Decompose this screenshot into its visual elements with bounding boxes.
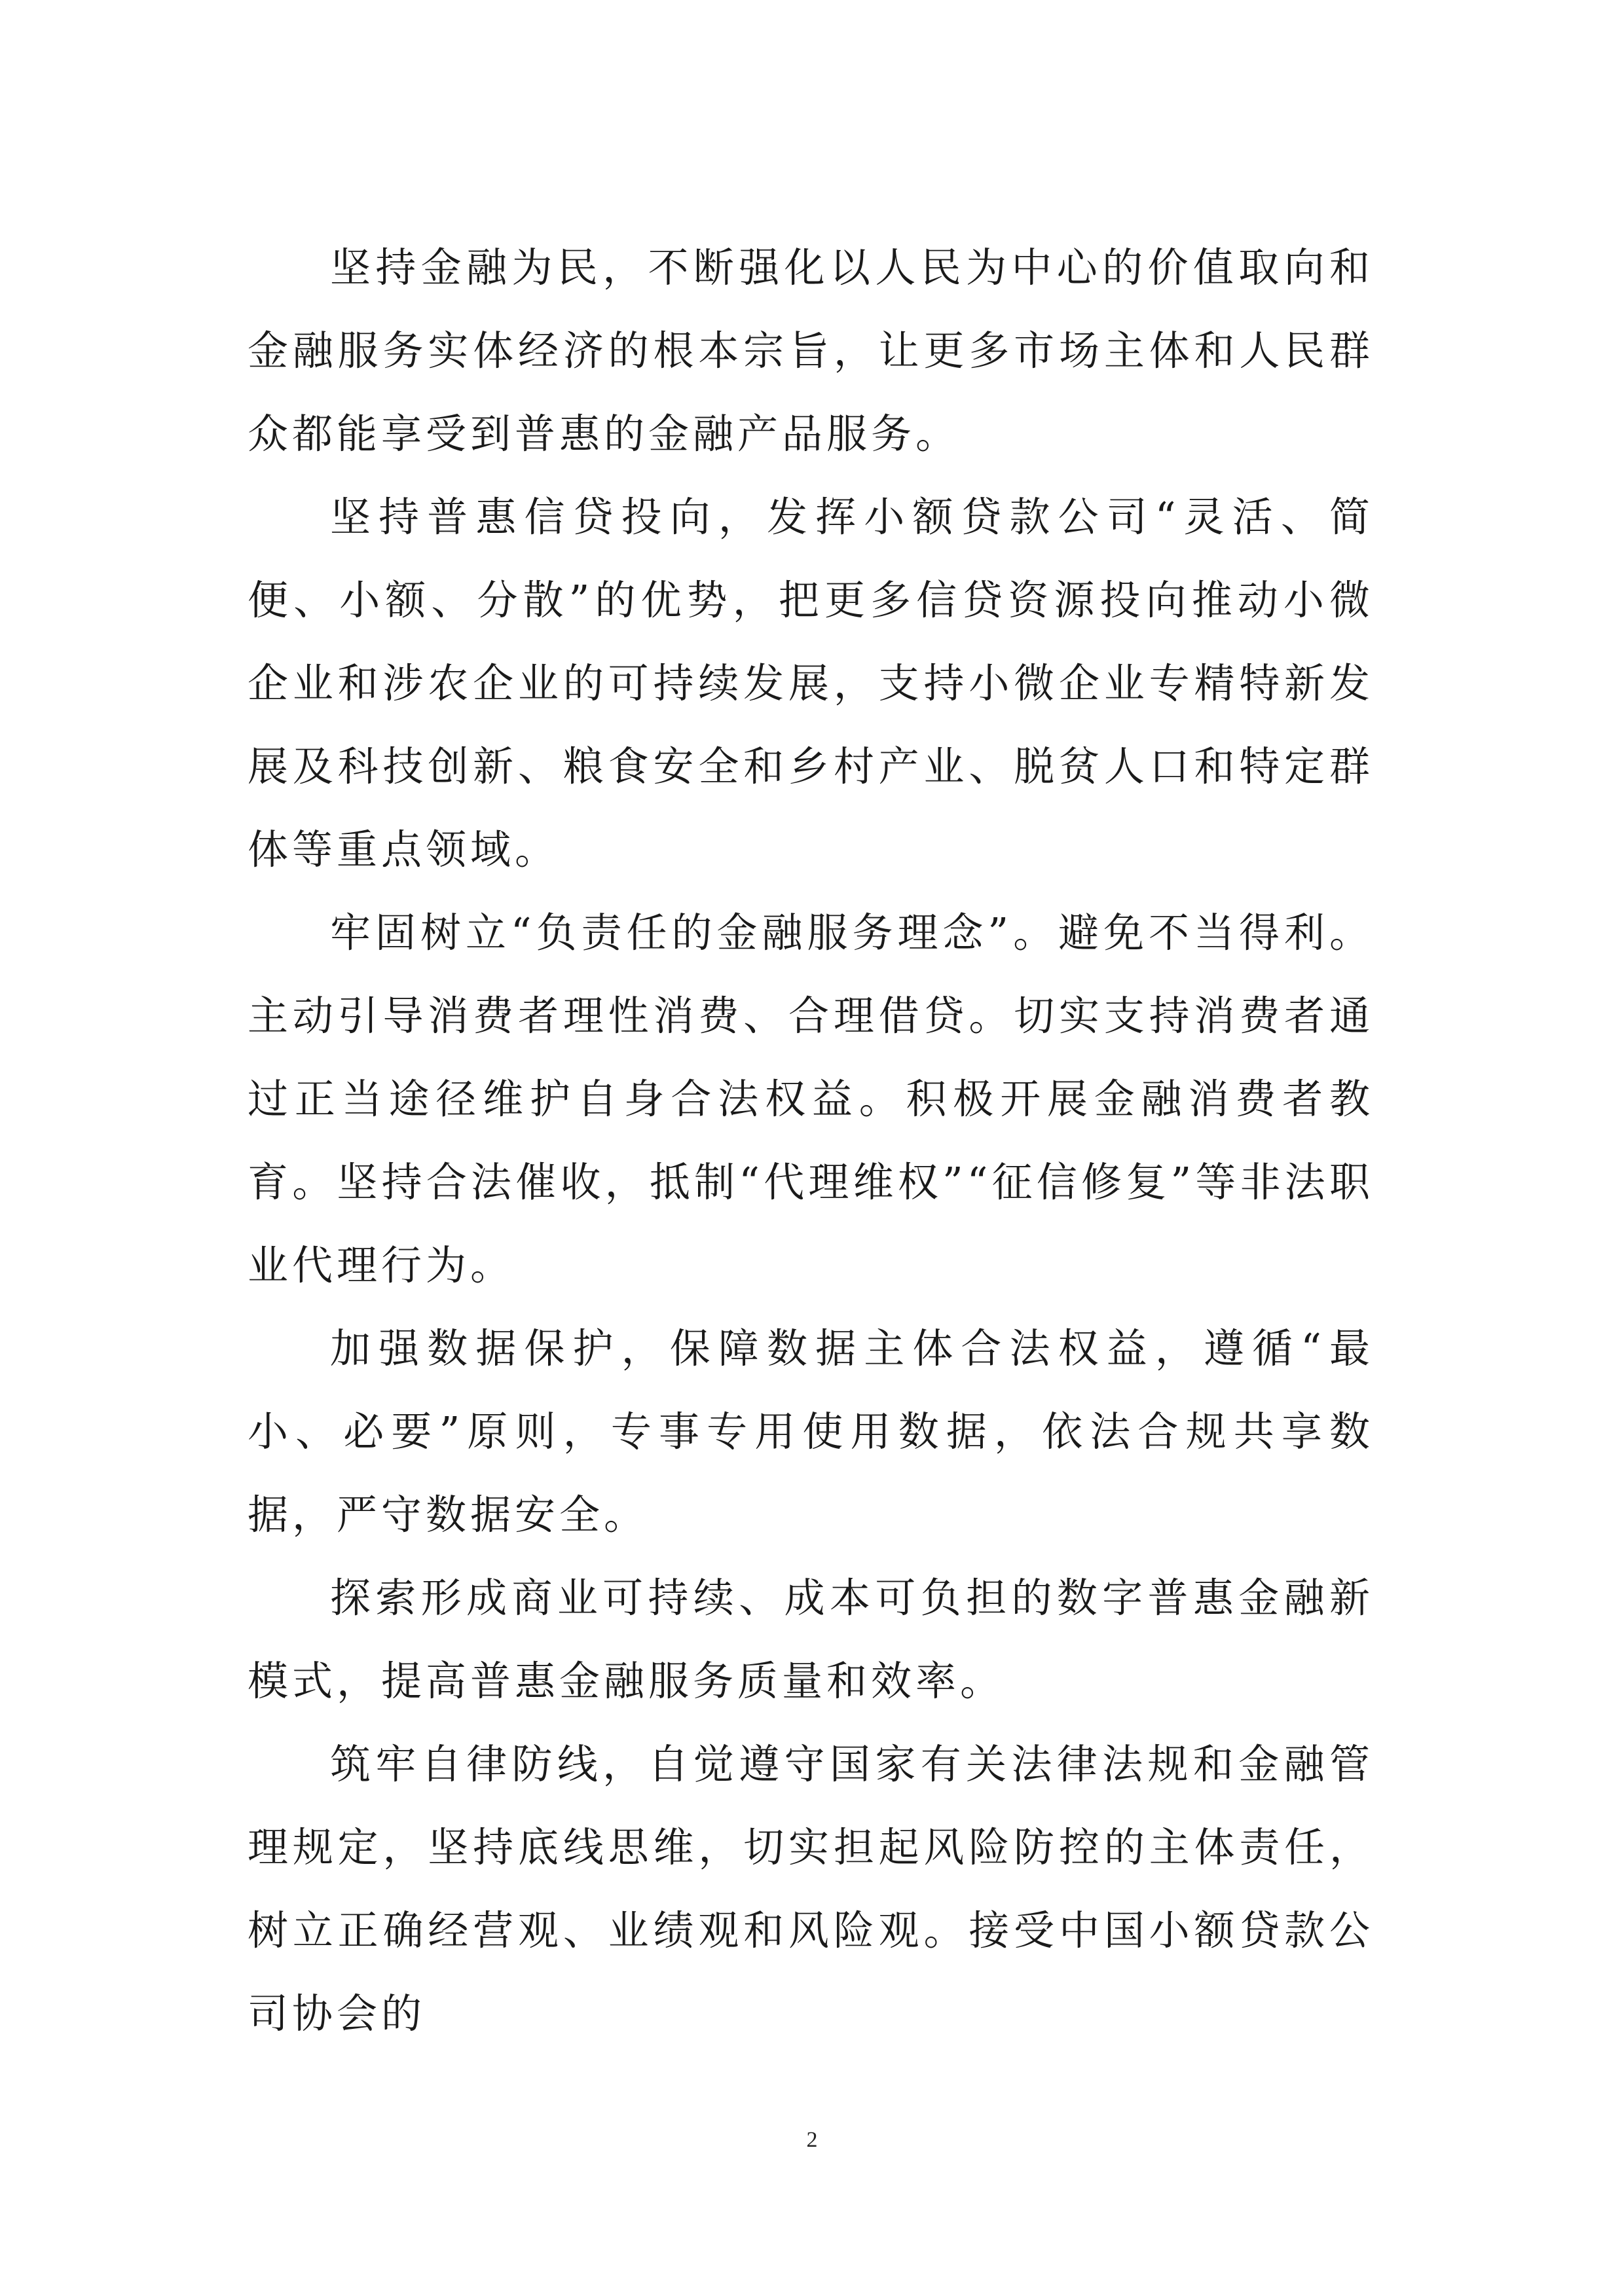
page-number: 2 — [806, 2128, 818, 2152]
paragraph-digital-inclusive-finance: 探索形成商业可持续、成本可负担的数字普惠金融新模式，提高普惠金融服务质量和效率。 — [248, 1574, 1374, 1705]
paragraph-responsible-finance: 牢固树立“负责任的金融服务理念”。避免不当得利。主动引导消费者理性消费、合理借贷。切实支持消费者通过正当途径维护自身合法权益。积极开展金融消费者教育。坚持合法催收，抵制“代理维权”“征信修复”等非法职业代理行为。 — [248, 909, 1374, 1289]
document-body — [248, 226, 1374, 2055]
paragraph-self-discipline: 筑牢自律防线，自觉遵守国家有关法律法规和金融管理规定，坚持底线思维，切实担起风险防控的主体责任，树立正确经营观、业绩观和风险观。接受中国小额贷款公司协会的 — [248, 1740, 1374, 2037]
paragraph-data-protection: 加强数据保护，保障数据主体合法权益，遵循“最小、必要”原则，专事专用使用数据，依法合规共享数据，严守数据安全。 — [248, 1324, 1374, 1539]
paragraph-financial-service-for-people: 坚持金融为民，不断强化以人民为中心的价值取向和金融服务实体经济的根本宗旨，让更多市场主体和人民群众都能享受到普惠的金融产品服务。 — [248, 244, 1374, 458]
paragraph-inclusive-credit: 坚持普惠信贷投向，发挥小额贷款公司“灵活、简便、小额、分散”的优势，把更多信贷资源投向推动小微企业和涉农企业的可持续发展，支持小微企业专精特新发展及科技创新、粮食安全和乡村产业、脱贫人口和特定群体等重点领域。 — [248, 493, 1374, 873]
